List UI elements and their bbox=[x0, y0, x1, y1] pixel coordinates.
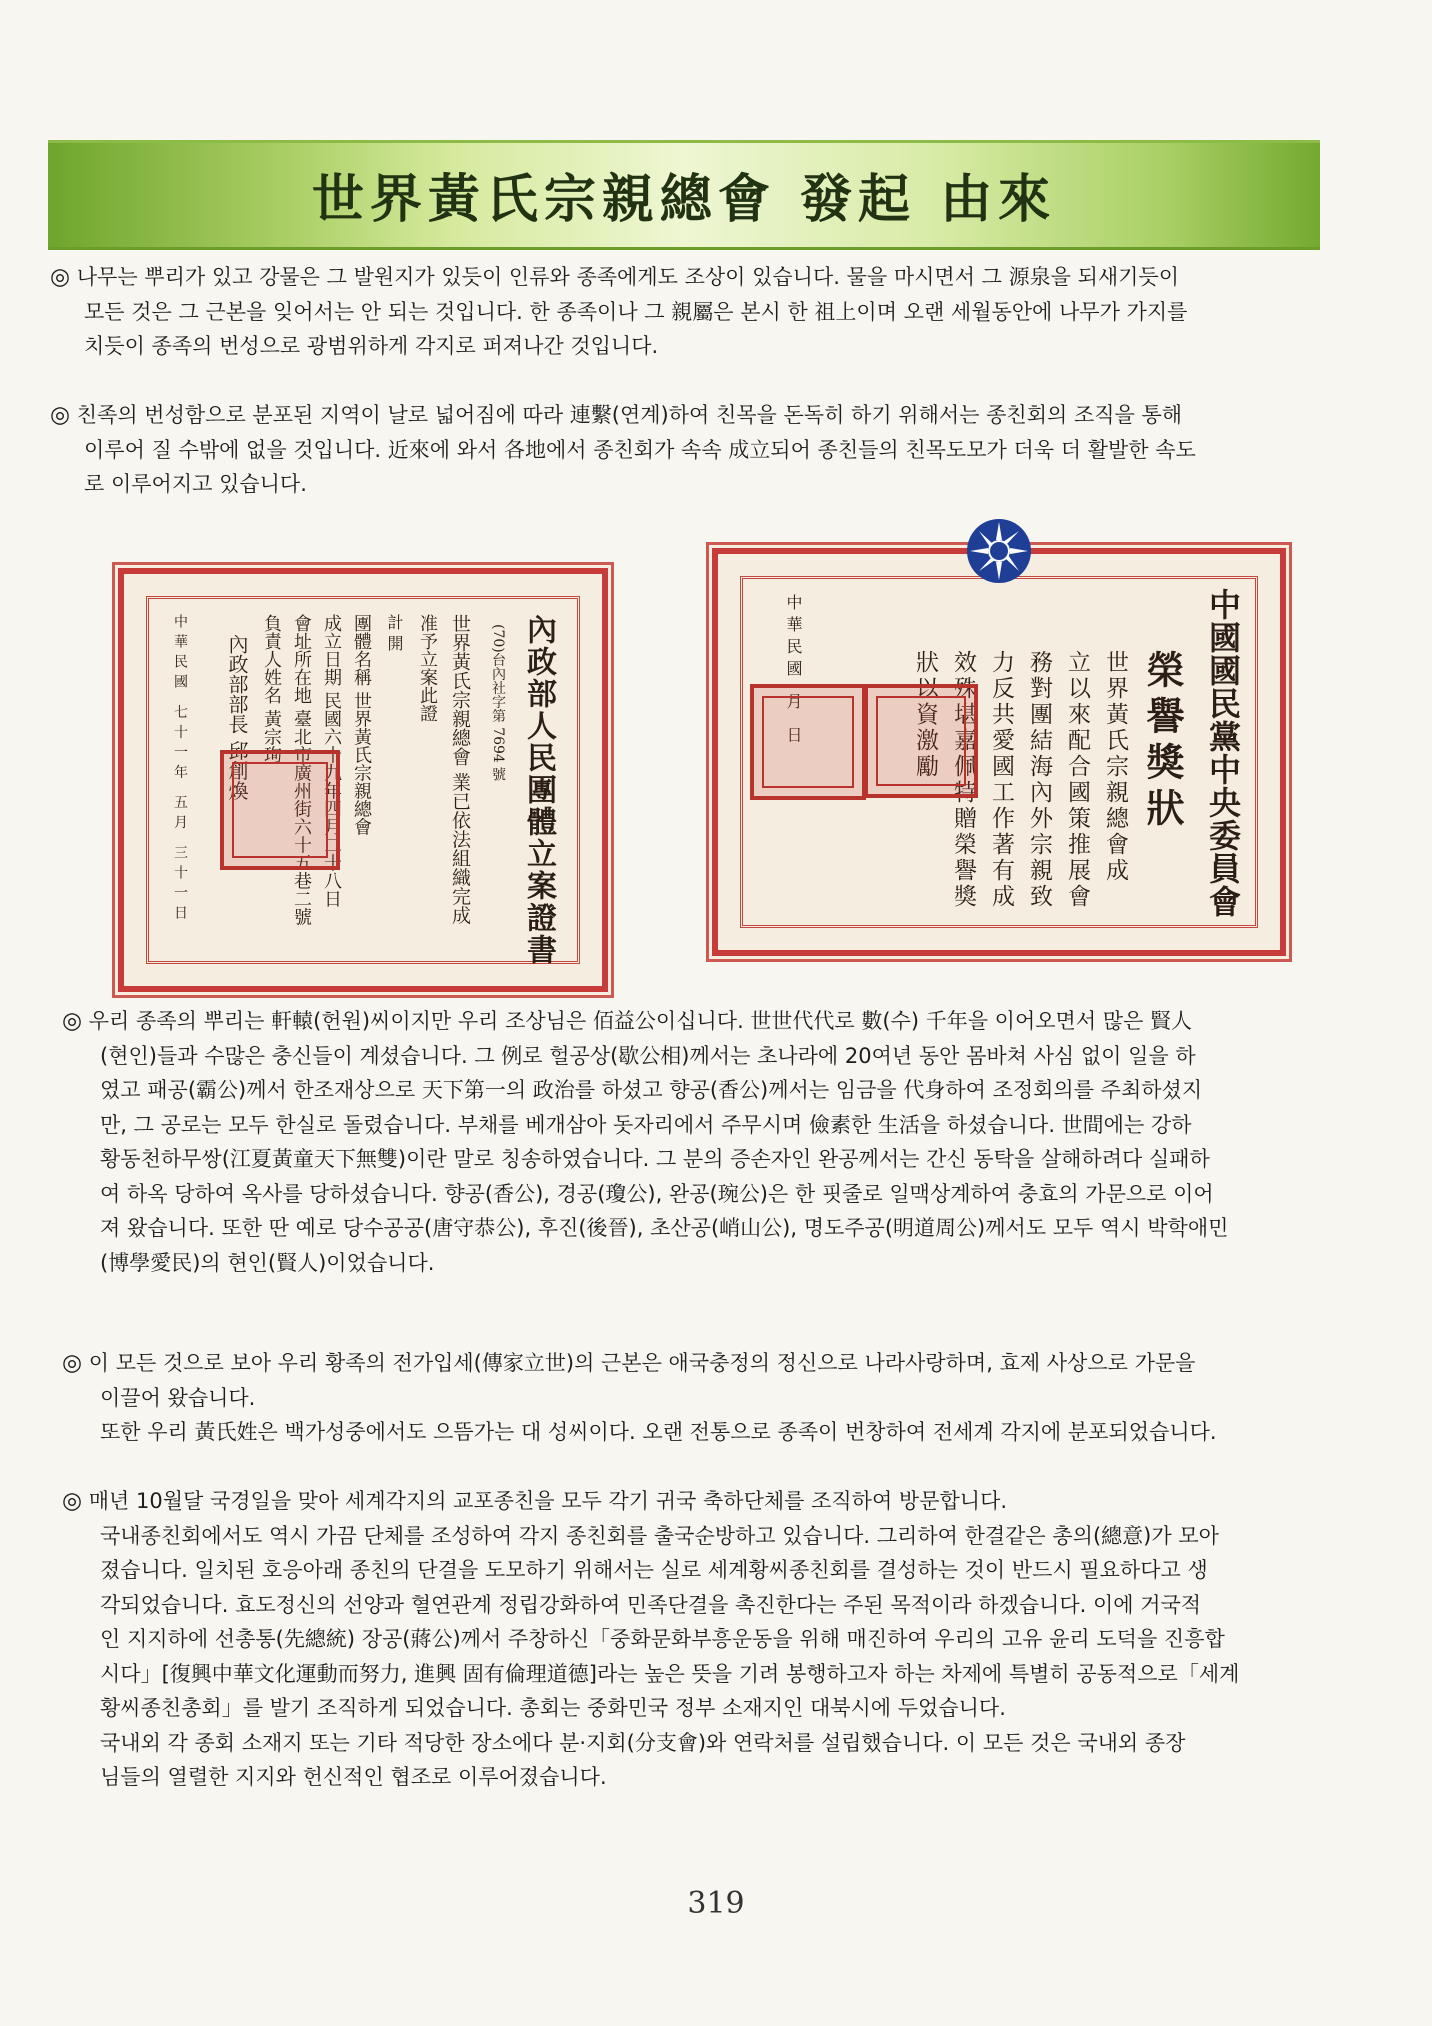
paragraph-line: 황씨종친총회」를 발기 조직하게 되었습니다. 총회는 중화민국 정부 소재지인 대북시에 두었습니다. bbox=[100, 1696, 1006, 1720]
certificate-column: 世界黃氏宗親總會 業已依法組織完成 bbox=[449, 614, 471, 925]
paragraph-line: 친족의 번성함으로 분포된 지역이 날로 넓어짐에 따라 連繫(연계)하여 친목을 돈독히 하기 위해서는 종친회의 조직을 통해 bbox=[76, 403, 1183, 427]
paragraph-line: 국내종친회에서도 역시 가끔 단체를 조성하여 각지 종친회를 출국순방하고 있습니다. 그리하여 한결같은 총의(總意)가 모아 bbox=[100, 1523, 1219, 1548]
certificate-column: 成立日期 民國六十九年四月二十八日 bbox=[321, 614, 342, 908]
paragraph-line: 우리 종족의 뿌리는 軒轅(헌원)씨이지만 우리 조상님은 佰益公이십니다. 世世代代로 數(수) 千年을 이어오면서 많은 賢人 bbox=[88, 1009, 1193, 1033]
paragraph-line: 여 하옥 당하여 옥사를 당하셨습니다. 향공(香公), 경공(瓊公), 완공(琬公)은 한 핏줄로 일맥상계하여 충효의 가문으로 이어 bbox=[100, 1181, 1214, 1206]
certificate-column: 負責人姓名 黃宗珣 bbox=[261, 614, 282, 764]
paragraph-line: 시다」[復興中華文化運動而努力, 進興 固有倫理道德]라는 높은 뜻을 기려 봉행하고자 하는 차제에 특별히 공동적으로「세계 bbox=[100, 1661, 1240, 1686]
paragraph-line: 각되었습니다. 효도정신의 선양과 혈연관계 정립강화하여 민족단결을 촉진한다는 주된 목적이라 하겠습니다. 이에 거국적 bbox=[100, 1592, 1202, 1617]
intro-paragraph-2 bbox=[50, 398, 1330, 502]
official-seal bbox=[220, 750, 340, 870]
body-paragraph-2 bbox=[62, 1346, 1332, 1450]
bullet-mark: ◎ bbox=[62, 1350, 83, 1376]
official-seal bbox=[750, 684, 866, 800]
certificate-column: 立以來配合國策推展會 bbox=[1064, 650, 1090, 910]
certificate-column: 狀以資激勵 bbox=[912, 650, 938, 780]
certificate-column: 計 開 bbox=[385, 614, 404, 652]
paragraph-line: 매년 10월달 국경일을 맞아 세계각지의 교포종친을 모두 각기 귀국 축하단체를 조직하여 방문합니다. bbox=[88, 1489, 1008, 1513]
registration-certificate-image bbox=[118, 568, 608, 992]
bullet-mark: ◎ bbox=[62, 1488, 83, 1514]
page-number: 319 bbox=[687, 1886, 745, 1921]
certificate-column: 會址所在地 臺北市廣州街六十五巷二號 bbox=[291, 614, 312, 926]
certificate-issuer-heading: 中國國民黨中央委員會 bbox=[1204, 588, 1242, 918]
certificate-column: 效殊堪嘉佩特贈榮譽獎 bbox=[950, 650, 976, 910]
paragraph-line: 이 모든 것으로 보아 우리 황족의 전가입세(傳家立世)의 근본은 애국충정의 정신으로 나라사랑하며, 효제 사상으로 가문을 bbox=[88, 1351, 1196, 1375]
body-paragraph-3 bbox=[62, 1484, 1332, 1795]
paragraph-line: 나무는 뿌리가 있고 강물은 그 발원지가 있듯이 인류와 종족에게도 조상이 있습니다. 물을 마시면서 그 源泉을 되새기듯이 bbox=[76, 265, 1180, 289]
certificate-date-column: 中華民國 月 日 bbox=[784, 594, 803, 749]
paragraph-line: 황동천하무쌍(江夏黃童天下無雙)이란 말로 칭송하였습니다. 그 분의 증손자인 완공께서는 간신 동탁을 살해하려다 실패하 bbox=[100, 1147, 1210, 1171]
paragraph-line: 님들의 열렬한 지지와 헌신적인 협조로 이루어졌습니다. bbox=[100, 1765, 607, 1789]
paragraph-line: (현인)들과 수많은 충신들이 계셨습니다. 그 例로 헐공상(歇公相)께서는 초나라에 20여년 동안 몸바쳐 사심 없이 일을 하 bbox=[100, 1043, 1196, 1068]
certificate-date-column: 中華民國 七十一年 五月 三十一日 bbox=[172, 614, 188, 926]
body-paragraph-1 bbox=[62, 1004, 1332, 1280]
certificate-column: 團體名稱 世界黃氏宗親總會 bbox=[351, 614, 372, 836]
paragraph-line: 또한 우리 黃氏姓은 백가성중에서도 으뜸가는 대 성씨이다. 오랜 전통으로 종족이 번창하여 전세계 각지에 분포되었습니다. bbox=[100, 1420, 1217, 1444]
intro-paragraph-1 bbox=[50, 260, 1330, 364]
certificate-column: 准予立案此證 bbox=[417, 614, 438, 722]
paragraph-line: 국내외 각 종회 소재지 또는 기타 적당한 장소에다 분·지회(分支會)와 연락처를 설립했습니다. 이 모든 것은 국내외 종장 bbox=[100, 1730, 1186, 1755]
paragraph-line: 였고 패공(霸公)께서 한조재상으로 天下第一의 政治를 하셨고 향공(香公)께서는 임금을 代身하여 조정회의를 주최하셨지 bbox=[100, 1078, 1203, 1102]
party-emblem-icon bbox=[966, 518, 1032, 584]
bullet-mark: ◎ bbox=[50, 264, 71, 290]
paragraph-line: 치듯이 종족의 번성으로 광범위하게 각지로 퍼져나간 것입니다. bbox=[84, 334, 659, 358]
title-banner bbox=[48, 140, 1320, 250]
paragraph-line: 로 이루어지고 있습니다. bbox=[84, 472, 307, 496]
certificate-column: 世界黃氏宗親總會成 bbox=[1102, 650, 1128, 884]
paragraph-line: (博學愛民)의 현인(賢人)이었습니다. bbox=[100, 1250, 435, 1275]
paragraph-line: 모든 것은 그 근본을 잊어서는 안 되는 것입니다. 한 종족이나 그 親屬은 본시 한 祖上이며 오랜 세월동안에 나무가 가지를 bbox=[84, 299, 1188, 324]
bullet-mark: ◎ bbox=[62, 1008, 83, 1034]
page-title: 世界黃氏宗親總會 發起 由來 bbox=[311, 169, 1057, 230]
paragraph-line: 이루어 질 수밖에 없을 것입니다. 近來에 와서 各地에서 종친회가 속속 成立되어 종친들의 친목도모가 더욱 더 활발한 속도 bbox=[84, 437, 1196, 462]
certificate-heading: 內政部人民團體立案證書 bbox=[521, 614, 556, 966]
honor-award-image bbox=[712, 548, 1286, 956]
certificate-column: 力反共愛國工作著有成 bbox=[988, 650, 1014, 910]
certificate-column: 內政部部長 邱創煥 bbox=[225, 634, 249, 801]
paragraph-line: 졌습니다. 일치된 호응아래 종친의 단결을 도모하기 위해서는 실로 세계황씨종친회를 결성하는 것이 반드시 필요하다고 생 bbox=[100, 1558, 1208, 1582]
paragraph-line: 이끌어 왔습니다. bbox=[100, 1385, 256, 1410]
official-seal bbox=[864, 684, 978, 798]
certificate-column: (70)台內社字第 7694 號 bbox=[490, 624, 506, 782]
bullet-mark: ◎ bbox=[50, 402, 71, 428]
paragraph-line: 만, 그 공로는 모두 한실로 돌렸습니다. 부채를 베개삼아 돗자리에서 주무시며 儉素한 生活을 하셨습니다. 世間에는 강하 bbox=[100, 1112, 1192, 1137]
certificate-column: 務對團結海內外宗親致 bbox=[1026, 650, 1052, 910]
paragraph-line: 인 지지하에 선총통(先總統) 장공(蔣公)께서 주창하신「중화문화부흥운동을 위해 매진하여 우리의 고유 윤리 도덕을 진흥합 bbox=[100, 1627, 1225, 1651]
certificate-title: 榮譽獎狀 bbox=[1140, 650, 1185, 834]
paragraph-line: 져 왔습니다. 또한 딴 예로 당수공공(唐守恭公), 후진(後晉), 초산공(峭山公), 명도주공(明道周公)께서도 모두 역시 박학애민 bbox=[100, 1216, 1229, 1240]
